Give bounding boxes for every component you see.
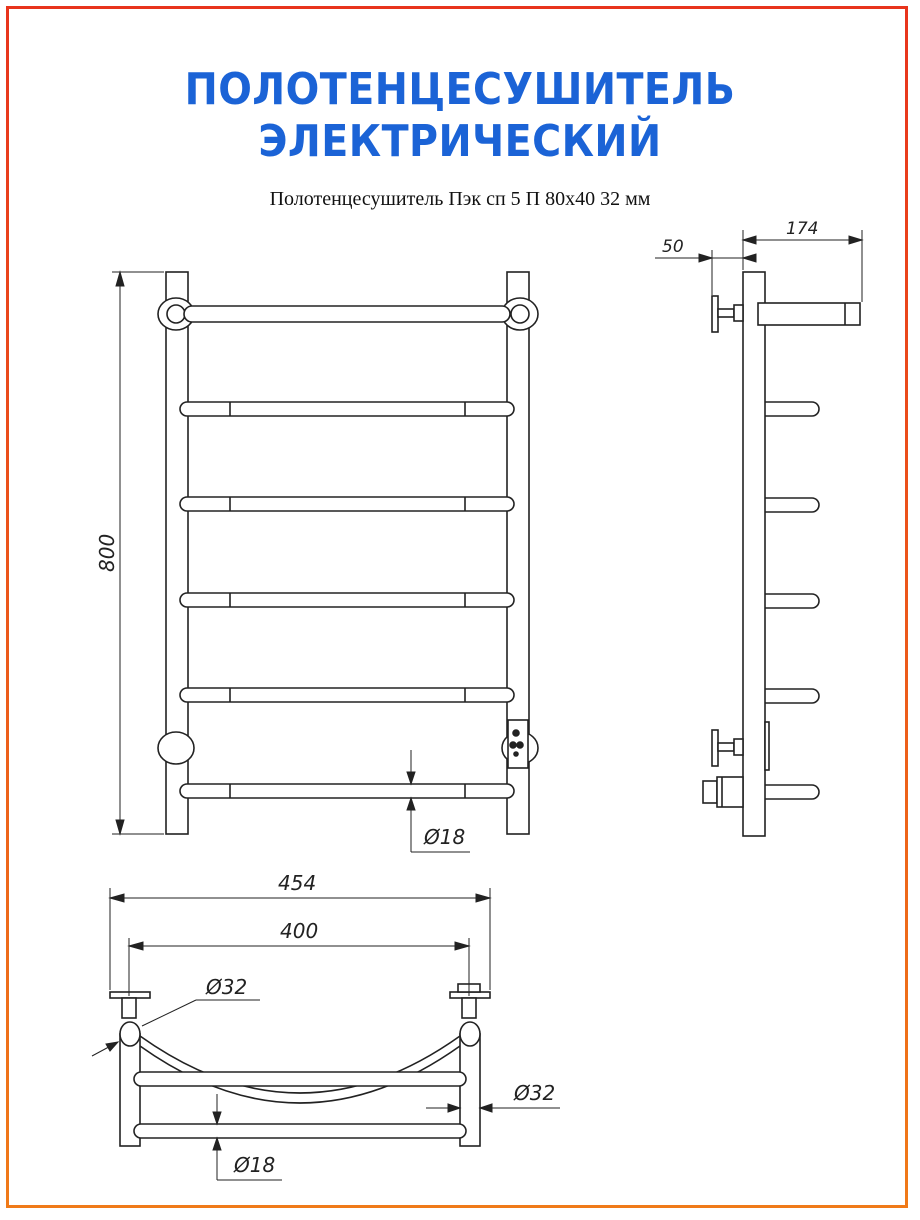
bar-diameter-label-bottom: Ø18 xyxy=(234,1153,276,1177)
side-view xyxy=(655,219,862,836)
side-post xyxy=(743,272,765,836)
height-label: 800 xyxy=(95,533,119,572)
side-hooks xyxy=(765,402,819,799)
post-diameter-label: Ø32 xyxy=(206,975,248,999)
total-width-label: 454 xyxy=(278,871,317,895)
top-bar xyxy=(184,306,510,322)
axis-width-label: 400 xyxy=(280,919,319,943)
product-subtitle: Полотенцесушитель Пэк сп 5 П 80х40 32 мм xyxy=(269,188,651,210)
top-view xyxy=(92,871,560,1180)
depth-label: 174 xyxy=(786,219,819,239)
side-plug xyxy=(703,777,743,807)
front-view xyxy=(95,272,538,852)
side-bracket-top xyxy=(712,296,743,332)
post-diameter-leader-right xyxy=(426,1104,560,1112)
title-line-2: ЭЛЕКТРИЧЕСКИЙ xyxy=(258,116,662,167)
offset-label: 50 xyxy=(662,237,684,257)
top-view-brackets xyxy=(110,984,490,1018)
post-diameter-leader xyxy=(92,1000,260,1056)
axis-width-dimension xyxy=(129,938,469,996)
height-dimension xyxy=(112,272,164,834)
u-bars xyxy=(180,402,514,798)
title-line-1: ПОЛОТЕНЦЕСУШИТЕЛЬ xyxy=(184,64,736,115)
top-view-curves xyxy=(140,1036,460,1103)
post-diameter-label-right: Ø32 xyxy=(514,1081,556,1105)
control-unit xyxy=(508,720,528,768)
bar-diameter-label: Ø18 xyxy=(424,825,466,849)
